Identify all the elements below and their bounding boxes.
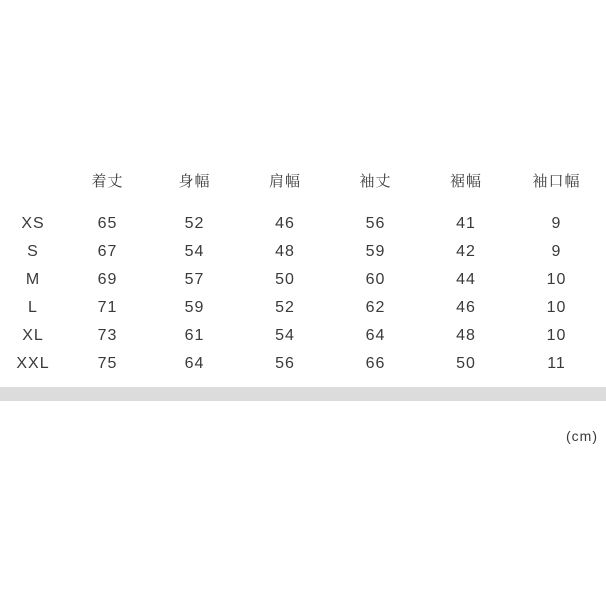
table-row-m	[0, 266, 602, 294]
table-row-l	[0, 294, 602, 322]
corner-cell	[0, 166, 66, 194]
table-cell: 42	[456, 243, 476, 260]
unit-label: (cm)	[566, 428, 598, 444]
table-cell: 10	[546, 327, 567, 344]
table-cell: 60	[365, 271, 386, 288]
table-cell: 75	[97, 355, 118, 372]
divider-bar	[0, 387, 606, 401]
table-cell: 46	[456, 299, 476, 316]
table-cell: 57	[184, 271, 205, 288]
table-cell: 62	[365, 299, 386, 316]
column-header-chaku-take: 着丈	[91, 172, 124, 190]
table-cell: 56	[275, 355, 295, 372]
table-cell: 11	[547, 355, 566, 372]
table-cell: 73	[97, 327, 118, 344]
table-cell: 41	[456, 215, 476, 232]
table-cell: 48	[275, 243, 295, 260]
table-cell: 64	[184, 355, 205, 372]
table-cell: 69	[97, 271, 118, 288]
size-chart-table	[0, 166, 602, 378]
table-cell: 52	[184, 215, 205, 232]
table-cell: 71	[97, 299, 118, 316]
size-label: XL	[22, 327, 44, 344]
table-row-xxl	[0, 350, 602, 378]
table-cell: 52	[275, 299, 295, 316]
table-cell: 48	[456, 327, 476, 344]
table-row-s	[0, 238, 602, 266]
table-cell: 9	[551, 243, 562, 260]
table-cell: 46	[275, 215, 295, 232]
table-cell: 65	[97, 215, 118, 232]
header-row	[0, 166, 602, 194]
column-header-sodeguchihaba: 袖口幅	[532, 172, 581, 190]
size-label: XXL	[16, 355, 50, 372]
table-cell: 59	[365, 243, 386, 260]
table-cell: 10	[546, 299, 567, 316]
column-header-katahaba: 肩幅	[268, 172, 301, 190]
column-header-mihaba: 身幅	[178, 172, 211, 190]
table-cell: 61	[184, 327, 205, 344]
spacer-row	[0, 194, 602, 210]
column-header-susohaba: 裾幅	[449, 172, 482, 190]
table-cell: 67	[97, 243, 118, 260]
table-cell: 54	[184, 243, 205, 260]
size-label: S	[27, 243, 39, 260]
table-cell: 9	[551, 215, 562, 232]
table-cell: 59	[184, 299, 205, 316]
table-cell: 64	[365, 327, 386, 344]
table-cell: 44	[456, 271, 476, 288]
table-cell: 54	[275, 327, 295, 344]
table-row-xl	[0, 322, 602, 350]
table-cell: 50	[275, 271, 295, 288]
table-cell: 66	[365, 355, 386, 372]
spacer-cell	[0, 194, 602, 210]
table-cell: 50	[456, 355, 476, 372]
size-label: M	[25, 271, 41, 288]
table-cell: 10	[546, 271, 567, 288]
size-label: XS	[21, 215, 45, 232]
column-header-sodetake: 袖丈	[359, 172, 392, 190]
table-row-xs	[0, 210, 602, 238]
size-label: L	[28, 299, 38, 316]
table-cell: 56	[365, 215, 386, 232]
